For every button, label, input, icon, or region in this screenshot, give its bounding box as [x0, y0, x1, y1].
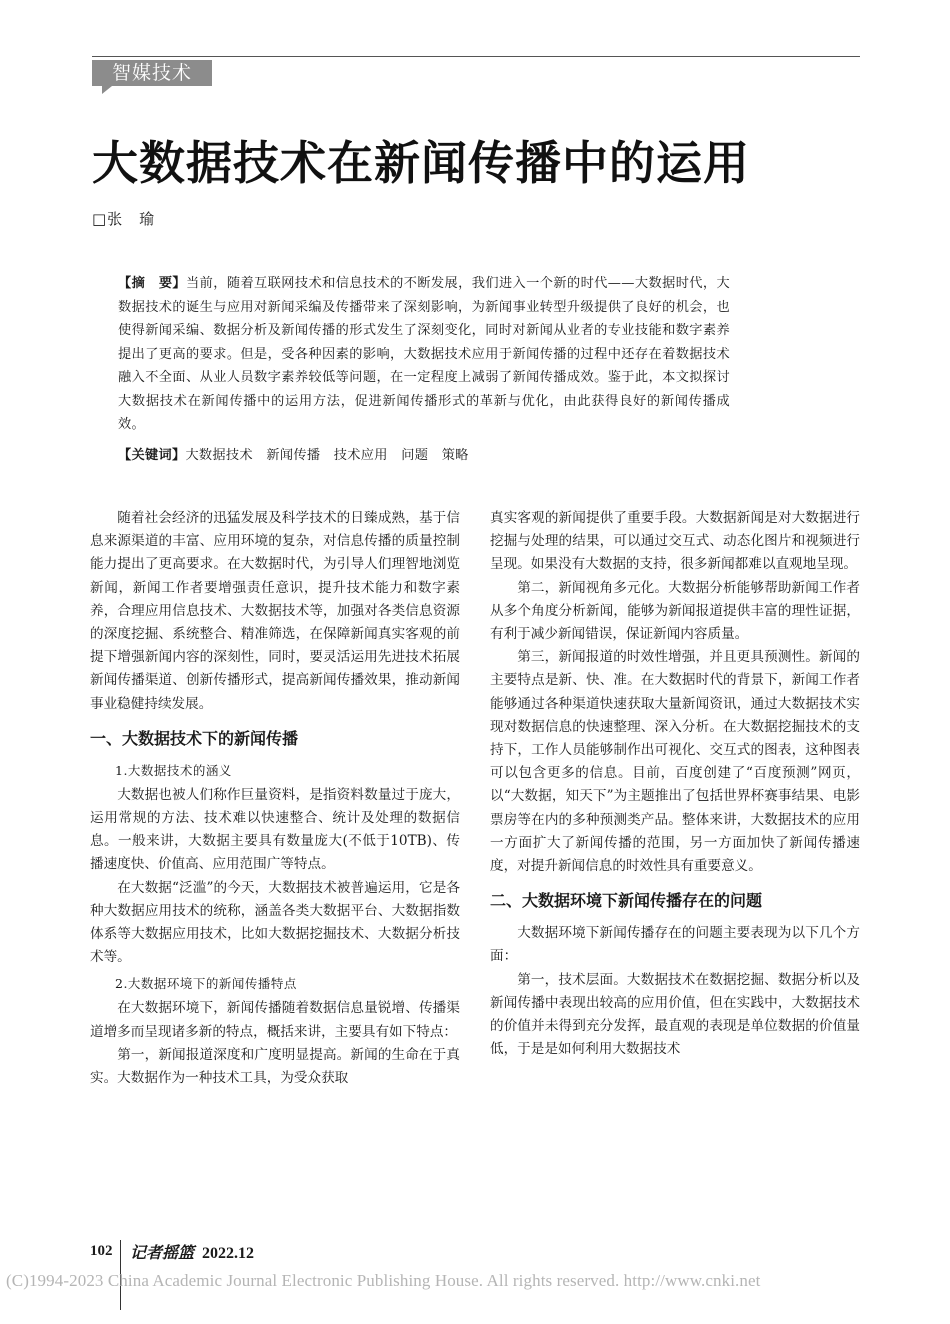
abstract-label: 【摘 要】 — [118, 276, 187, 291]
article-title: 大数据技术在新闻传播中的运用 — [92, 136, 750, 190]
paragraph: 第三，新闻报道的时效性增强，并且更具预测性。新闻的主要特点是新、快、准。在大数据时代的背景下，新闻工作者能够通过各种渠道快速获取大量新闻资讯，通过大数据技术实现对数据信息的快速整理、深入分析。在大数据挖掘技术的支持下，工作人员能够制作出可视化、交互式的图表，这种图表可以包含更多的信息。目前，百度创建了“百度预测”网页，以“大数据，知天下”为主题推出了包括世界杯赛事结果、电影票房等在内的多种预测类产品。整体来讲，大数据技术的应用一方面扩大了新闻传播的范围，另一方面加快了新闻传播速度，对提升新闻信息的时效性具有重要意义。 — [490, 649, 860, 875]
paragraph: 第一，新闻报道深度和广度明显提高。新闻的生命在于真实。大数据作为一种技术工具，为受众获取 — [90, 1046, 460, 1087]
keywords-text: 大数据技术 新闻传播 技术应用 问题 策略 — [185, 448, 469, 463]
paragraph: 第一，技术层面。大数据技术在数据挖掘、数据分析以及新闻传播中表现出较高的应用价值，但在实践中，大数据技术的价值并未得到充分发挥，最直观的表现是单位数据的价值量低，于是是如何利用大数据技术 — [490, 971, 860, 1058]
left-column — [90, 507, 460, 1090]
right-column — [490, 507, 860, 1061]
paragraph: 在大数据环境下，新闻传播随着数据信息量锐增、传播渠道增多而呈现诸多新的特点，概括来讲，主要具有如下特点： — [90, 1000, 460, 1040]
paragraph: 真实客观的新闻提供了重要手段。大数据新闻是对大数据进行挖掘与处理的结果，可以通过交互式、动态化图片和视频进行呈现。如果没有大数据的支持，很多新闻都难以直观地呈现。 — [490, 510, 860, 573]
abstract — [118, 272, 730, 437]
journal-name — [130, 1240, 254, 1263]
page-number: 102 — [90, 1243, 113, 1259]
keywords — [118, 444, 730, 467]
section-heading-2: 二、大数据环境下新闻传播存在的问题 — [490, 891, 763, 911]
paragraph: 在大数据“泛滥”的今天，大数据技术被普遍运用，它是各种大数据应用技术的统称，涵盖各类大数据平台、大数据指数体系等大数据应用技术，比如大数据挖掘技术、大数据分析技术等。 — [90, 879, 460, 966]
paragraph: 大数据环境下新闻传播存在的问题主要表现为以下几个方面： — [490, 925, 860, 965]
section-tag: 智媒技术 — [92, 60, 212, 86]
journal-issue: 2022.12 — [202, 1245, 255, 1262]
section-heading-1: 一、大数据技术下的新闻传播 — [90, 728, 299, 748]
copyright-watermark: (C)1994-2023 China Academic Journal Electronic Publishing House. All rights reserved. http://www.cnki.net — [6, 1271, 761, 1290]
keywords-label: 【关键词】 — [118, 448, 186, 463]
journal-logo: 记者摇篮 — [130, 1243, 195, 1262]
subheading-1: 1.大数据技术的涵义 — [115, 762, 232, 778]
intro-paragraph: 随着社会经济的迅猛发展及科学技术的日臻成熟，基于信息来源渠道的丰富、应用环境的复杂，对信息传播的质量控制能力提出了更高要求。在大数据时代，为引导人们理智地浏览新闻，新闻工作者要增强责任意识，提升技术能力和数字素养，合理应用信息技术、大数据技术等，加强对各类信息资源的深度挖掘、系统整合、精准筛选，在保障新闻真实客观的前提下增强新闻内容的深刻性，同时，要灵活运用先进技术拓展新闻传播渠道、创新传播形式，提高新闻传播效果，推动新闻事业稳健持续发展。 — [90, 510, 460, 712]
paragraph: 第二，新闻视角多元化。大数据分析能够帮助新闻工作者从多个角度分析新闻，能够为新闻报道提供丰富的理性证据，有利于减少新闻错误，保证新闻内容质量。 — [490, 579, 860, 643]
subheading-2: 2.大数据环境下的新闻传播特点 — [115, 976, 297, 992]
paragraph: 大数据也被人们称作巨量资料，是指资料数量过于庞大，运用常规的方法、技术难以快速整合、统计及处理的数据信息。一般来讲，大数据主要具有数量庞大(不低于10TB)、传播速度快、价值高、应用范围广等特点。 — [90, 786, 460, 873]
author: □张 瑜 — [92, 210, 156, 228]
header-rule — [92, 56, 860, 57]
abstract-text: 当前，随着互联网技术和信息技术的不断发展，我们进入一个新的时代——大数据时代，大数据技术的诞生与应用对新闻采编及传播带来了深刻影响，为新闻事业转型升级提供了良好的机会，也使得新闻采编、数据分析及新闻传播的形式发生了深刻变化，同时对新闻从业者的专业技能和数字素养提出了更高的要求。但是，受各种因素的影响，大数据技术应用于新闻传播的过程中还存在着数据技术融入不全面、从业人员数字素养较低等问题，在一定程度上减弱了新闻传播成效。鉴于此，本文拟探讨大数据技术在新闻传播中的运用方法，促进新闻传播形式的革新与优化，由此获得良好的新闻传播成效。 — [118, 276, 731, 432]
